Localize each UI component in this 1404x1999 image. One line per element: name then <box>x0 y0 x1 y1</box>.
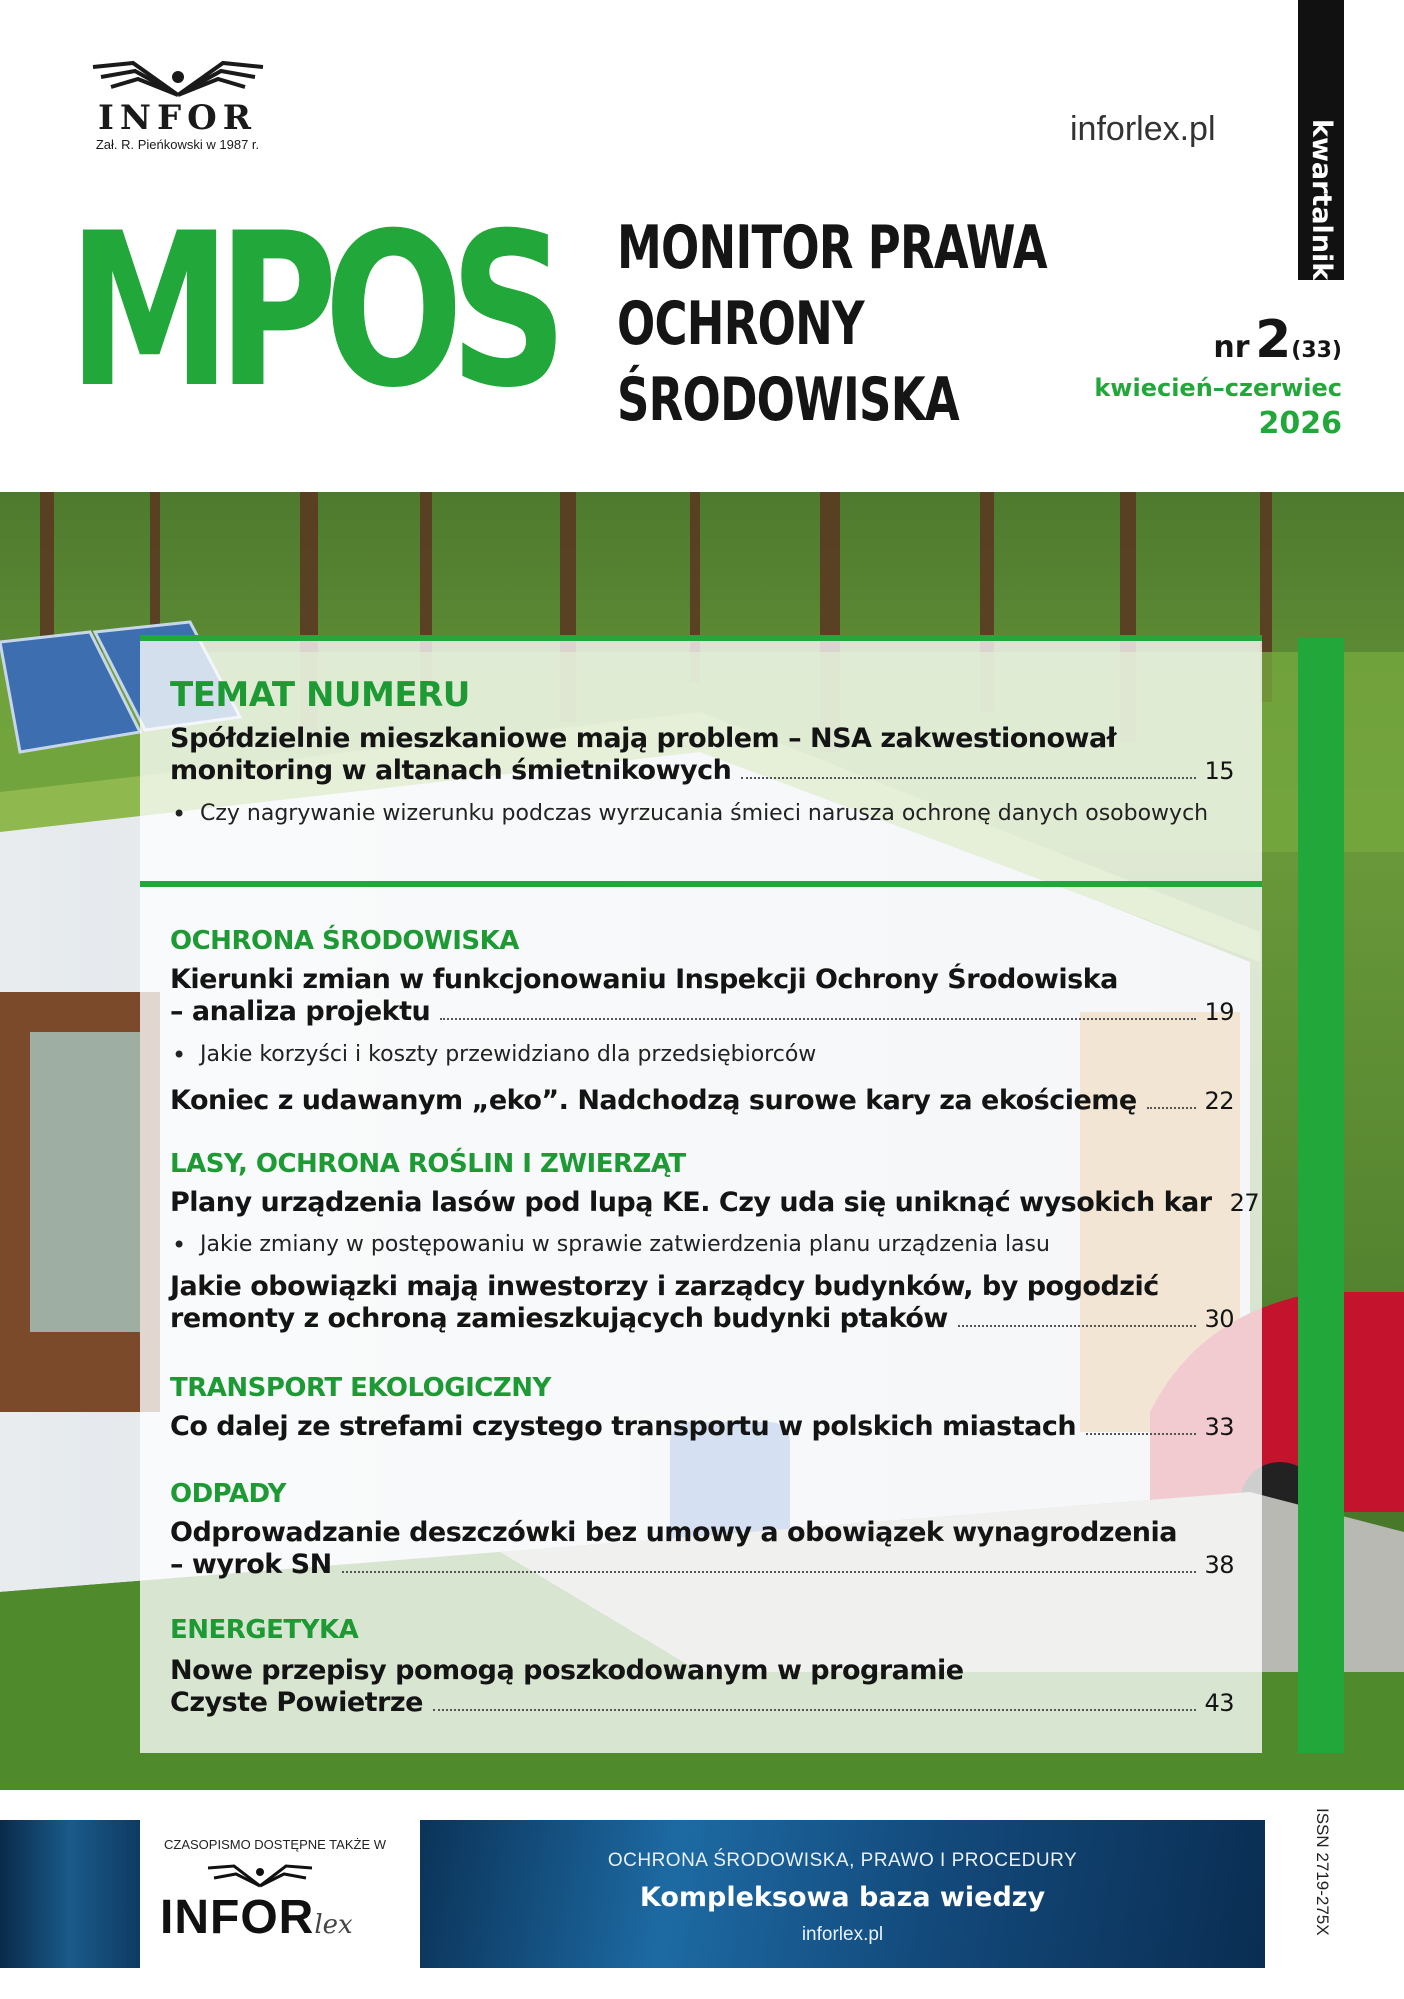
frequency-label: kwartalnik <box>1306 118 1337 280</box>
banner-url[interactable]: inforlex.pl <box>801 1924 884 1945</box>
section-heading: LASY, OCHRONA ROŚLIN I ZWIERZĄT <box>170 1149 686 1179</box>
section-heading: TRANSPORT EKOLOGICZNY <box>170 1373 551 1403</box>
footer-logo-word: INFOR <box>160 1891 315 1944</box>
toc-entry[interactable]: Odprowadzanie deszczówki bez umowy a obowiązek wynagrodzenia – wyrok SN 38 <box>170 1517 1234 1580</box>
toc-entry[interactable]: Koniec z udawanym „eko”. Nadchodzą surowe kary za ekościemę 22 <box>170 1085 1234 1116</box>
page-number: 33 <box>1204 1413 1234 1441</box>
infor-logo <box>70 55 285 152</box>
page-number: 27 <box>1229 1189 1260 1217</box>
side-accent-bar <box>1298 638 1344 1753</box>
section-heading: OCHRONA ŚRODOWISKA <box>170 926 519 956</box>
toc-entry[interactable]: Co dalej ze strefami czystego transportu w polskich miastach 33 <box>170 1411 1234 1442</box>
toc-separator <box>140 881 1262 887</box>
toc-entry[interactable]: Kierunki zmian w funkcjonowaniu Inspekcji Ochrony Środowiska – analiza projektu 19 <box>170 964 1234 1027</box>
frequency-tab <box>1298 0 1344 280</box>
site-url[interactable]: inforlex.pl <box>1070 110 1216 148</box>
toc-bullet: • Jakie zmiany w postępowaniu w sprawie zatwierdzenia planu urządzenia lasu <box>170 1231 1210 1259</box>
banner-title: Kompleksowa baza wiedzy <box>639 1882 1046 1913</box>
page-number: 22 <box>1204 1087 1234 1115</box>
issue-info <box>1094 310 1342 441</box>
inforlex-logo[interactable] <box>160 1860 410 1945</box>
page-number: 15 <box>1204 757 1234 785</box>
page-number: 19 <box>1204 998 1234 1026</box>
toc-bullet: • Czy nagrywanie wizerunku podczas wyrzucania śmieci narusza ochronę danych osobowych <box>170 800 1210 828</box>
footer-banner[interactable] <box>420 1820 1265 1968</box>
table-of-contents <box>140 635 1262 1753</box>
section-heading: ENERGETYKA <box>170 1615 359 1645</box>
footer-decor-strip <box>0 1820 140 1968</box>
toc-entry-feature[interactable]: Spółdzielnie mieszkaniowe mają problem – NSA zakwestionował monitoring w altanach śmietnikowych 15 <box>170 723 1234 786</box>
magazine-title <box>617 210 1047 438</box>
page-number: 30 <box>1204 1305 1234 1333</box>
masthead-logo: MPOS <box>68 187 554 434</box>
publisher-founded: Zał. R. Pieńkowski w 1987 r. <box>95 137 260 152</box>
feature-heading: TEMAT NUMERU <box>170 675 470 715</box>
publisher-logo-text: INFOR <box>98 98 257 138</box>
title-line: ŚRODOWISKA <box>617 365 959 435</box>
issue-number: nr 2(33) <box>1213 310 1342 370</box>
issn: ISSN 2719-275X <box>1313 1808 1332 1936</box>
banner-subtitle: OCHRONA ŚRODOWISKA, PRAWO I PROCEDURY <box>607 1850 1078 1871</box>
title-line: OCHRONY <box>617 289 864 359</box>
issue-year: 2026 <box>1258 406 1342 441</box>
toc-entry[interactable]: Jakie obowiązki mają inwestorzy i zarządcy budynków, by pogodzić remonty z ochroną zamieszkujących budynki ptaków 30 <box>170 1271 1234 1334</box>
title-line: MONITOR PRAWA <box>617 213 1047 283</box>
wings-icon <box>200 1860 320 1890</box>
footer <box>0 1790 1404 1999</box>
footer-available-label: CZASOPISMO DOSTĘPNE TAKŻE W <box>164 1837 386 1852</box>
footer-logo-suffix: lex <box>314 1910 353 1940</box>
toc-entry[interactable]: Plany urządzenia lasów pod lupą KE. Czy uda się uniknąć wysokich kar 27 <box>170 1187 1260 1218</box>
page-number: 43 <box>1204 1689 1234 1717</box>
issue-period: kwiecień–czerwiec <box>1094 374 1342 402</box>
toc-entry[interactable]: Nowe przepisy pomogą poszkodowanym w programie Czyste Powietrze 43 <box>170 1655 1234 1718</box>
section-heading: ODPADY <box>170 1479 286 1509</box>
page-number: 38 <box>1204 1551 1234 1579</box>
toc-bullet: • Jakie korzyści i koszty przewidziano dla przedsiębiorców <box>170 1041 1210 1069</box>
